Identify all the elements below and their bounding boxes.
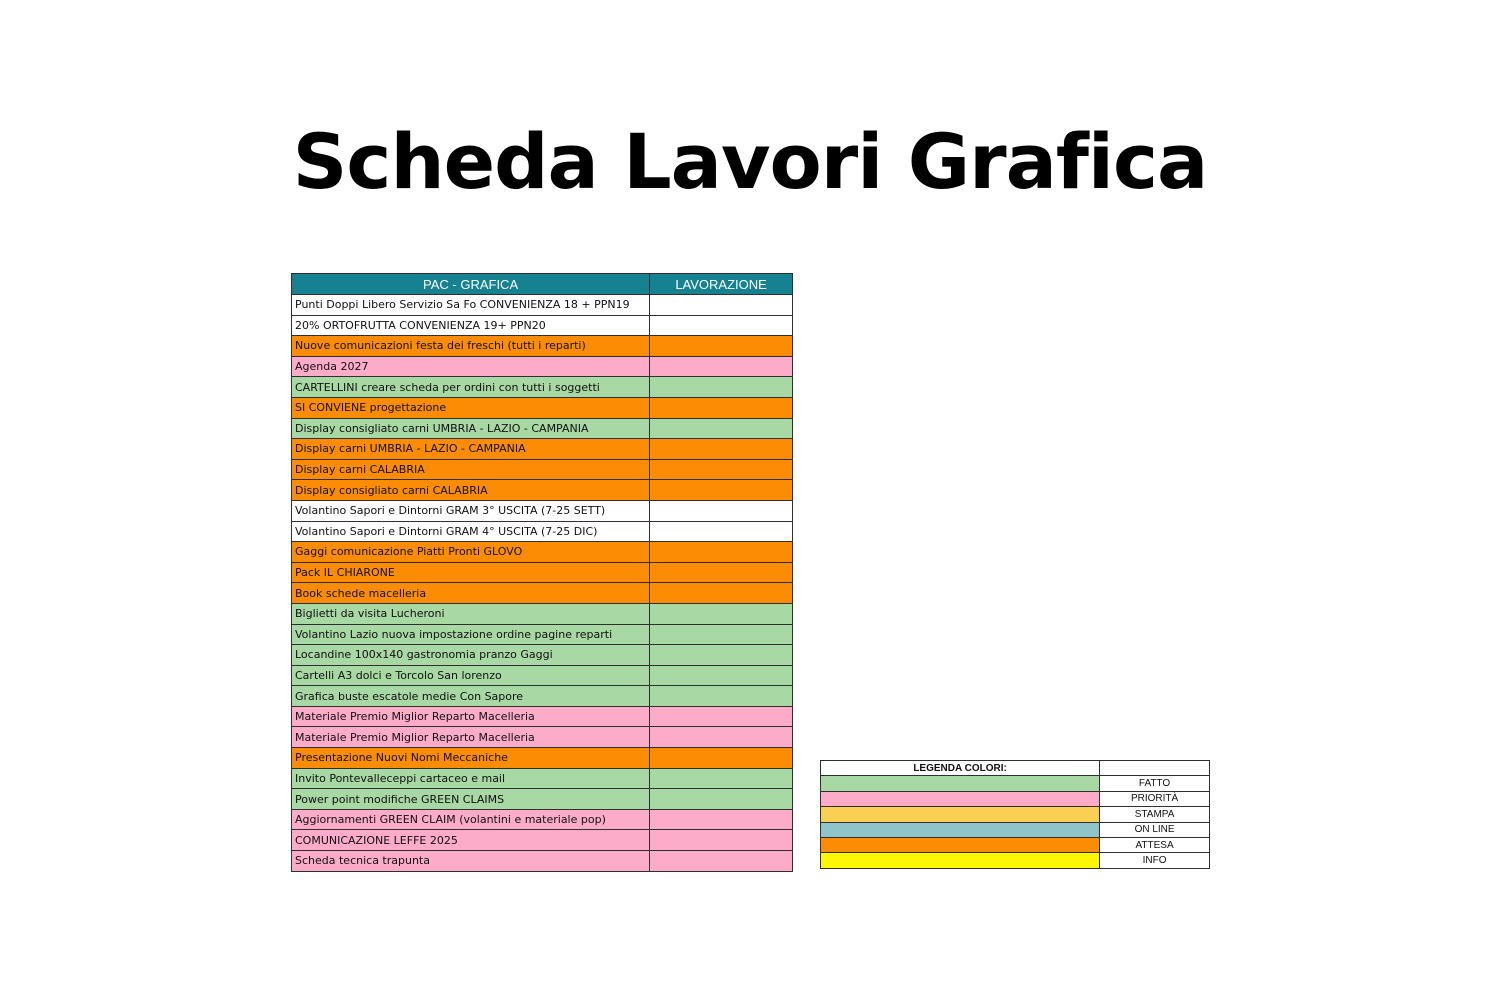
table-row <box>292 500 793 521</box>
legend-header-empty-cell <box>1100 761 1210 776</box>
table-row <box>292 397 793 418</box>
task-cell: Biglietti da visita Lucheroni <box>292 603 650 624</box>
table-row <box>292 624 793 645</box>
lavorazione-cell <box>650 768 793 789</box>
lavorazione-cell <box>650 789 793 810</box>
table-row <box>292 295 793 316</box>
lavorazione-cell <box>650 851 793 872</box>
legend-swatch <box>821 853 1100 868</box>
table-row <box>292 645 793 666</box>
table-row <box>292 315 793 336</box>
lavorazione-cell <box>650 295 793 316</box>
table-header-row <box>292 274 793 295</box>
table-row <box>292 830 793 851</box>
task-cell: Nuove comunicazioni festa dei freschi (tutti i reparti) <box>292 336 650 357</box>
lavorazione-cell <box>650 480 793 501</box>
legend-label: INFO <box>1100 853 1210 868</box>
task-cell: Punti Doppi Libero Servizio Sa Fo CONVENIENZA 18 + PPN19 <box>292 295 650 316</box>
legend-swatch <box>821 791 1100 806</box>
column-header-task: PAC - GRAFICA <box>292 274 650 295</box>
lavorazione-cell <box>650 686 793 707</box>
task-cell: Aggiornamenti GREEN CLAIM (volantini e materiale pop) <box>292 809 650 830</box>
table-row <box>292 583 793 604</box>
lavorazione-cell <box>650 377 793 398</box>
lavorazione-cell <box>650 624 793 645</box>
task-cell: Book schede macelleria <box>292 583 650 604</box>
table-row <box>292 336 793 357</box>
legend-title: LEGENDA COLORI: <box>821 761 1100 776</box>
legend-row <box>821 837 1210 852</box>
task-cell: Gaggi comunicazione Piatti Pronti GLOVO <box>292 542 650 563</box>
table-row <box>292 459 793 480</box>
lavorazione-cell <box>650 542 793 563</box>
table-row <box>292 706 793 727</box>
legend-swatch <box>821 807 1100 822</box>
task-cell: Presentazione Nuovi Nomi Meccaniche <box>292 748 650 769</box>
table-row <box>292 480 793 501</box>
task-cell: Display consigliato carni UMBRIA - LAZIO - CAMPANIA <box>292 418 650 439</box>
table-row <box>292 562 793 583</box>
task-cell: Volantino Sapori e Dintorni GRAM 3° USCITA (7-25 SETT) <box>292 500 650 521</box>
task-cell: Materiale Premio Miglior Reparto Macelleria <box>292 727 650 748</box>
task-cell: Volantino Sapori e Dintorni GRAM 4° USCITA (7-25 DIC) <box>292 521 650 542</box>
table-row <box>292 789 793 810</box>
task-cell: Cartelli A3 dolci e Torcolo San lorenzo <box>292 665 650 686</box>
task-cell: Locandine 100x140 gastronomia pranzo Gaggi <box>292 645 650 666</box>
task-cell: Agenda 2027 <box>292 356 650 377</box>
table-row <box>292 727 793 748</box>
lavorazione-cell <box>650 830 793 851</box>
lavorazione-cell <box>650 356 793 377</box>
table-row <box>292 748 793 769</box>
legend-row <box>821 822 1210 837</box>
lavorazione-cell <box>650 500 793 521</box>
table-row <box>292 377 793 398</box>
legend-swatch <box>821 776 1100 791</box>
legend-label: PRIORITÀ <box>1100 791 1210 806</box>
task-cell: Grafica buste escatole medie Con Sapore <box>292 686 650 707</box>
task-cell: SI CONVIENE progettazione <box>292 397 650 418</box>
legend-label: ON LINE <box>1100 822 1210 837</box>
task-cell: Display carni CALABRIA <box>292 459 650 480</box>
lavorazione-cell <box>650 645 793 666</box>
lavorazione-cell <box>650 809 793 830</box>
lavorazione-cell <box>650 336 793 357</box>
legend-label: ATTESA <box>1100 837 1210 852</box>
table-row <box>292 521 793 542</box>
task-cell: Materiale Premio Miglior Reparto Macelleria <box>292 706 650 727</box>
table-row <box>292 356 793 377</box>
legend-body <box>821 761 1210 869</box>
page-title: Scheda Lavori Grafica <box>292 117 1208 206</box>
legend-row <box>821 776 1210 791</box>
table-row <box>292 851 793 872</box>
table-row <box>292 686 793 707</box>
table-row <box>292 768 793 789</box>
task-cell: Pack IL CHIARONE <box>292 562 650 583</box>
legend-row <box>821 853 1210 868</box>
lavorazione-cell <box>650 459 793 480</box>
column-header-lavorazione: LAVORAZIONE <box>650 274 793 295</box>
table-row <box>292 809 793 830</box>
task-cell: COMUNICAZIONE LEFFE 2025 <box>292 830 650 851</box>
lavorazione-cell <box>650 439 793 460</box>
task-cell: Power point modifiche GREEN CLAIMS <box>292 789 650 810</box>
task-cell: Invito Pontevalleceppi cartaceo e mail <box>292 768 650 789</box>
task-cell: Display consigliato carni CALABRIA <box>292 480 650 501</box>
task-cell: Display carni UMBRIA - LAZIO - CAMPANIA <box>292 439 650 460</box>
task-cell: 20% ORTOFRUTTA CONVENIENZA 19+ PPN20 <box>292 315 650 336</box>
lavorazione-cell <box>650 521 793 542</box>
lavorazione-cell <box>650 665 793 686</box>
task-cell: CARTELLINI creare scheda per ordini con tutti i soggetti <box>292 377 650 398</box>
task-table <box>291 273 793 872</box>
legend-table <box>820 760 1210 869</box>
lavorazione-cell <box>650 562 793 583</box>
lavorazione-cell <box>650 397 793 418</box>
lavorazione-cell <box>650 603 793 624</box>
lavorazione-cell <box>650 748 793 769</box>
legend-label: FATTO <box>1100 776 1210 791</box>
task-cell: Scheda tecnica trapunta <box>292 851 650 872</box>
task-table-body <box>292 295 793 872</box>
legend-swatch <box>821 837 1100 852</box>
legend-label: STAMPA <box>1100 807 1210 822</box>
legend-header-row <box>821 761 1210 776</box>
table-row <box>292 542 793 563</box>
lavorazione-cell <box>650 583 793 604</box>
table-row <box>292 418 793 439</box>
lavorazione-cell <box>650 706 793 727</box>
table-row <box>292 665 793 686</box>
table-row <box>292 439 793 460</box>
lavorazione-cell <box>650 727 793 748</box>
table-row <box>292 603 793 624</box>
lavorazione-cell <box>650 315 793 336</box>
task-cell: Volantino Lazio nuova impostazione ordine pagine reparti <box>292 624 650 645</box>
legend-row <box>821 807 1210 822</box>
legend-swatch <box>821 822 1100 837</box>
legend-row <box>821 791 1210 806</box>
lavorazione-cell <box>650 418 793 439</box>
